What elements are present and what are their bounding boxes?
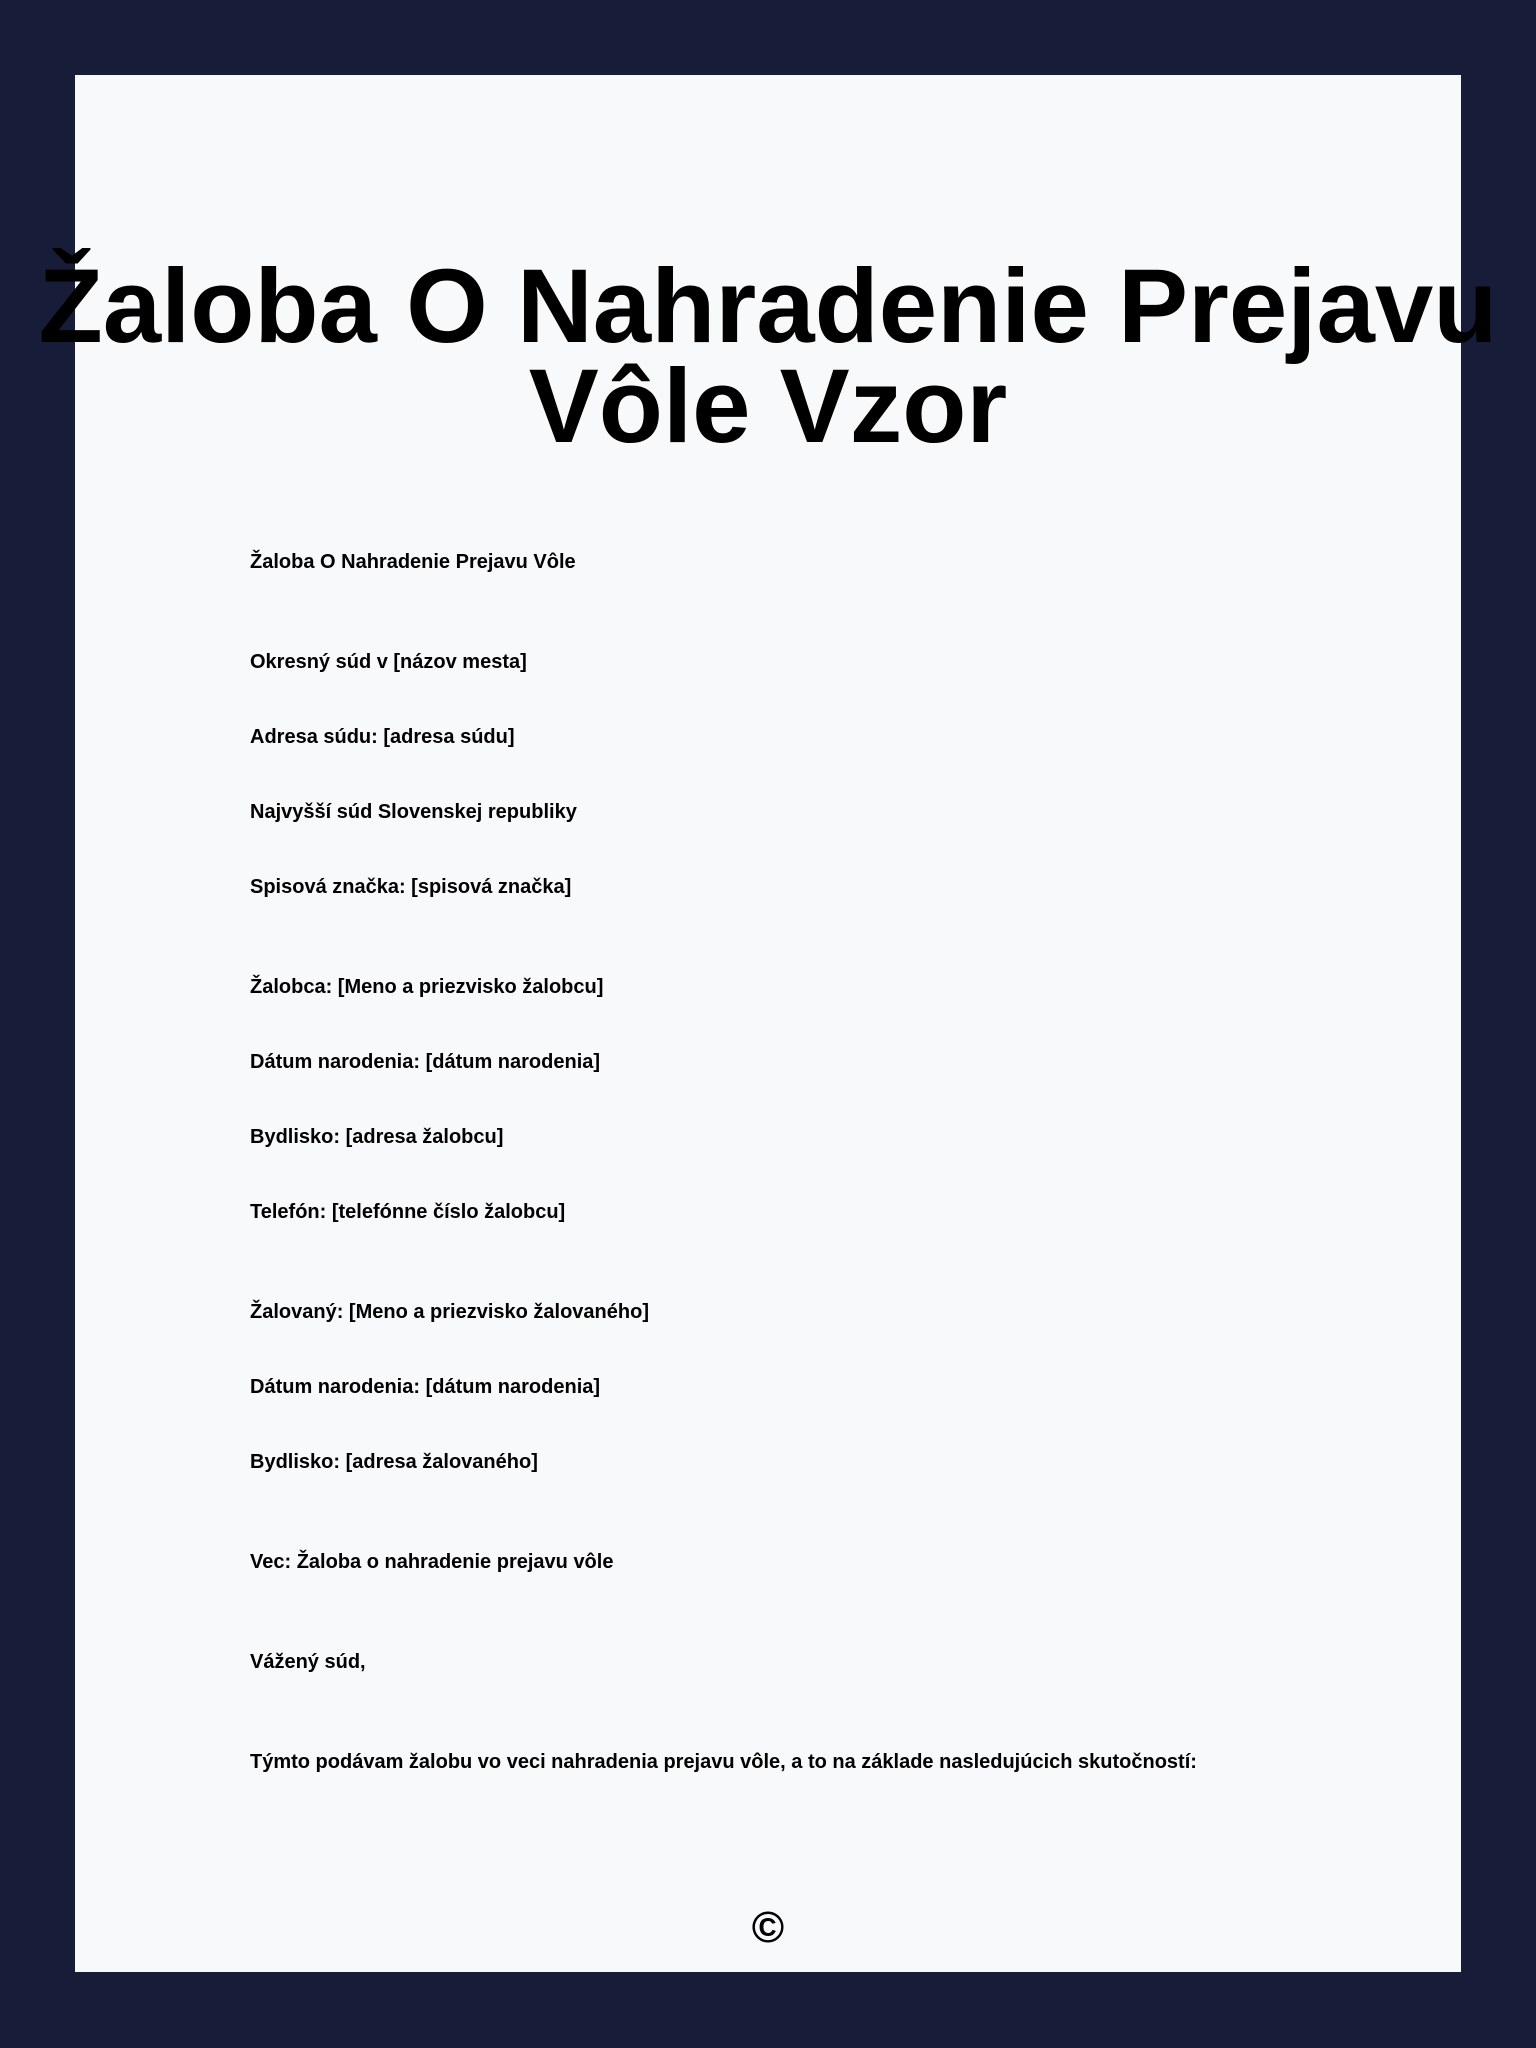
subject-line: Vec: Žaloba o nahradenie prejavu vôle bbox=[250, 1551, 614, 1573]
plaintiff-residence: Bydlisko: [adresa žalobcu] bbox=[250, 1126, 504, 1148]
copyright-icon: © bbox=[751, 1903, 785, 1952]
page-title bbox=[0, 0, 1536, 465]
supreme-court: Najvyšší súd Slovenskej republiky bbox=[250, 801, 577, 823]
plaintiff-name: Žalobca: [Meno a priezvisko žalobcu] bbox=[250, 976, 604, 998]
document-heading: Žaloba O Nahradenie Prejavu Vôle bbox=[250, 551, 576, 573]
court-address: Adresa súdu: [adresa súdu] bbox=[250, 726, 515, 748]
plaintiff-phone: Telefón: [telefónne číslo žalobcu] bbox=[250, 1201, 566, 1223]
file-number: Spisová značka: [spisová značka] bbox=[250, 876, 572, 898]
page-title-line-2: Vôle Vzor bbox=[528, 348, 1008, 465]
page-title-line-1: Žaloba O Nahradenie Prejavu bbox=[38, 248, 1498, 365]
defendant-name: Žalovaný: [Meno a priezvisko žalovaného] bbox=[250, 1301, 649, 1323]
court-name: Okresný súd v [názov mesta] bbox=[250, 651, 527, 673]
intro-paragraph: Týmto podávam žalobu vo veci nahradenia prejavu vôle, a to na základe nasledujúcich skutočností: bbox=[250, 1751, 1197, 1773]
defendant-birth-date: Dátum narodenia: [dátum narodenia] bbox=[250, 1376, 601, 1398]
defendant-residence: Bydlisko: [adresa žalovaného] bbox=[250, 1451, 538, 1473]
plaintiff-birth-date: Dátum narodenia: [dátum narodenia] bbox=[250, 1051, 601, 1073]
salutation: Vážený súd, bbox=[250, 1651, 366, 1673]
